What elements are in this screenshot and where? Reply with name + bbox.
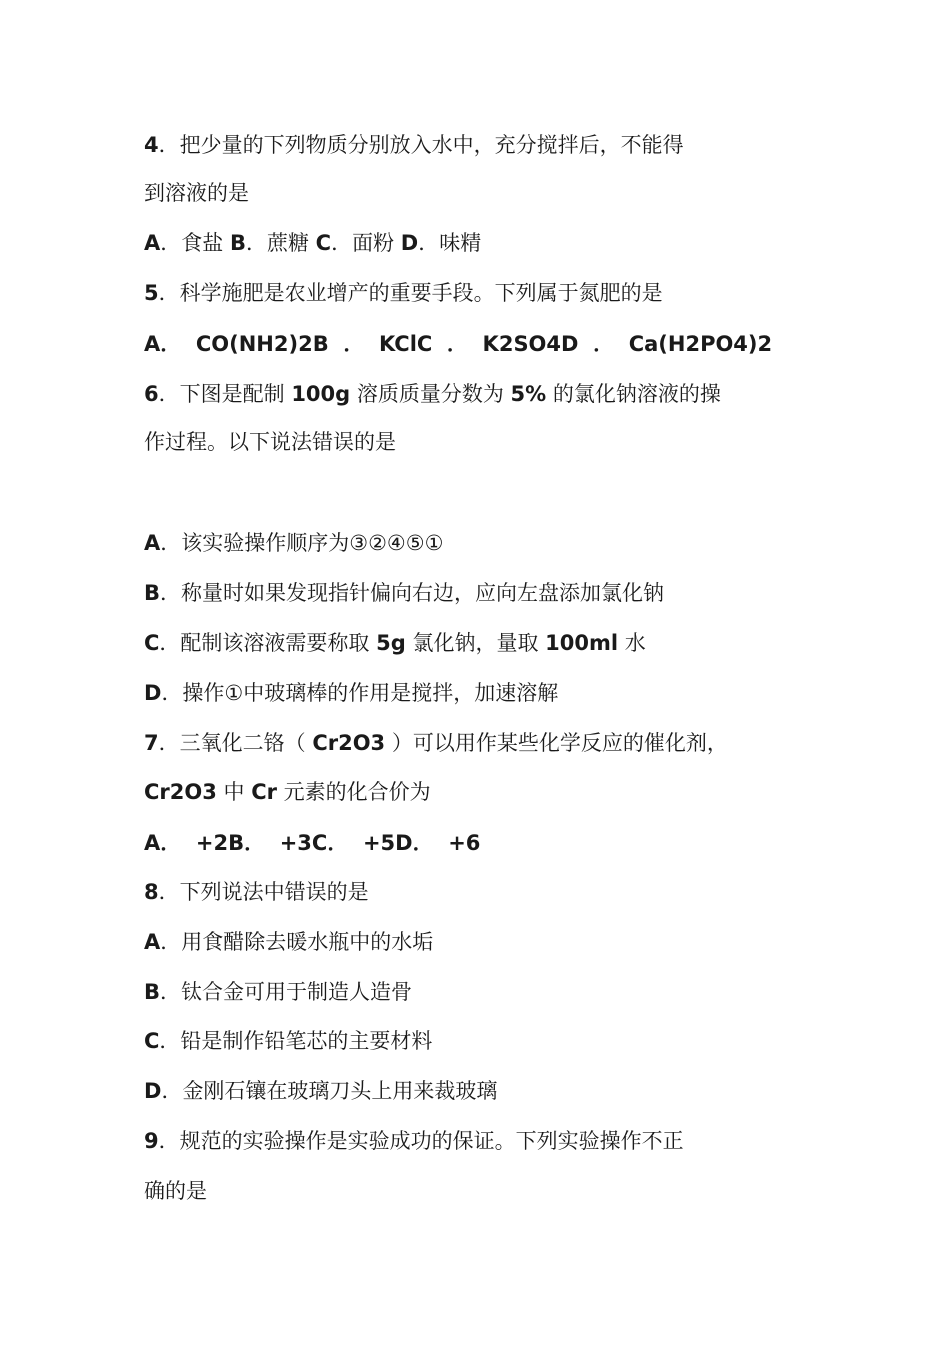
option-letter: A: [144, 930, 161, 954]
question-number: 7: [144, 731, 159, 755]
option-text: 氯化钠，量取: [405, 631, 546, 655]
option-letter: C: [315, 231, 332, 255]
question-text: ．下列说法中错误的是: [158, 880, 369, 904]
option-letter: D: [144, 681, 162, 705]
option-text: ．面粉: [331, 231, 401, 255]
option-text: A． +2B． +3C． +5D． +6: [144, 831, 481, 855]
option-text: ．味精: [418, 231, 482, 255]
q9-stem-line-1: [144, 1127, 684, 1155]
q6-stem-line-2: [144, 428, 396, 456]
question-text: ．下图是配制: [158, 382, 292, 406]
formula: Cr: [251, 780, 277, 804]
question-text: ．把少量的下列物质分别放入水中，充分搅拌后，不能得: [158, 133, 684, 157]
option-text: ．配制该溶液需要称取: [159, 631, 377, 655]
q8-stem: [144, 878, 369, 906]
quantity: 100g: [291, 382, 351, 406]
q6-option-d: [144, 679, 558, 707]
formula: Cr2O3: [312, 731, 386, 755]
question-text: 溶质质量分数为: [350, 382, 511, 406]
q7-options: [144, 829, 480, 857]
option-text: A． CO(NH2)2B ． KClC ． K2SO4D ． Ca(H2PO4)2: [144, 332, 773, 356]
question-text: 的氯化钠溶液的操: [546, 382, 721, 406]
question-text: 中: [216, 780, 252, 804]
q6-stem-line-1: [144, 380, 721, 408]
question-text: ．科学施肥是农业增产的重要手段。下列属于氮肥的是: [158, 281, 663, 305]
option-letter: B: [144, 980, 161, 1004]
question-text: 到溶液的是: [144, 181, 249, 205]
q6-option-c: [144, 629, 646, 657]
quantity: 5%: [510, 382, 547, 406]
quantity: 5g: [376, 631, 406, 655]
question-number: 9: [144, 1129, 159, 1153]
q7-stem-line-1: [144, 729, 728, 757]
question-text: ）可以用作某些化学反应的催化剂，: [385, 731, 728, 755]
option-text: ．钛合金可用于制造人造骨: [160, 980, 413, 1004]
question-text: ．三氧化二铬（: [158, 731, 313, 755]
q5-options: [144, 330, 772, 358]
formula: Cr2O3: [144, 780, 217, 804]
question-number: 6: [144, 382, 159, 406]
option-letter: C: [144, 1029, 160, 1053]
option-letter: B: [229, 231, 246, 255]
question-number: 4: [144, 133, 159, 157]
option-text: ．该实验操作顺序为③②④⑤①: [160, 531, 444, 555]
q8-option-b: [144, 978, 412, 1006]
question-number: 8: [144, 880, 159, 904]
option-text: ．称量时如果发现指针偏向右边，应向左盘添加氯化钠: [160, 581, 665, 605]
question-text: 确的是: [144, 1179, 207, 1203]
option-text: ．铅是制作铅笔芯的主要材料: [159, 1029, 433, 1053]
q4-stem-line-1: [144, 131, 684, 159]
q6-option-b: [144, 579, 664, 607]
q8-option-d: [144, 1077, 497, 1105]
option-letter: B: [144, 581, 161, 605]
option-text: ．操作①中玻璃棒的作用是搅拌，加速溶解: [161, 681, 559, 705]
q7-stem-line-2: [144, 778, 431, 806]
option-letter: A: [144, 531, 161, 555]
option-text: ．食盐: [160, 231, 230, 255]
option-letter: D: [400, 231, 419, 255]
q8-option-a: [144, 928, 433, 956]
q9-stem-line-2: [144, 1177, 207, 1205]
option-text: 水: [618, 631, 646, 655]
q5-stem: [144, 279, 663, 307]
quantity: 100ml: [545, 631, 619, 655]
q8-option-c: [144, 1027, 432, 1055]
q4-options: [144, 229, 481, 257]
question-text: 元素的化合价为: [276, 780, 431, 804]
q6-option-a: [144, 529, 443, 557]
question-number: 5: [144, 281, 159, 305]
option-letter: D: [144, 1079, 162, 1103]
option-letter: C: [144, 631, 160, 655]
option-text: ．金刚石镶在玻璃刀头上用来裁玻璃: [161, 1079, 498, 1103]
q4-stem-line-2: [144, 179, 249, 207]
option-letter: A: [144, 231, 161, 255]
question-text: 作过程。以下说法错误的是: [144, 430, 396, 454]
option-text: ．用食醋除去暖水瓶中的水垢: [160, 930, 434, 954]
option-text: ．蔗糖: [245, 231, 316, 255]
question-text: ．规范的实验操作是实验成功的保证。下列实验操作不正: [158, 1129, 684, 1153]
